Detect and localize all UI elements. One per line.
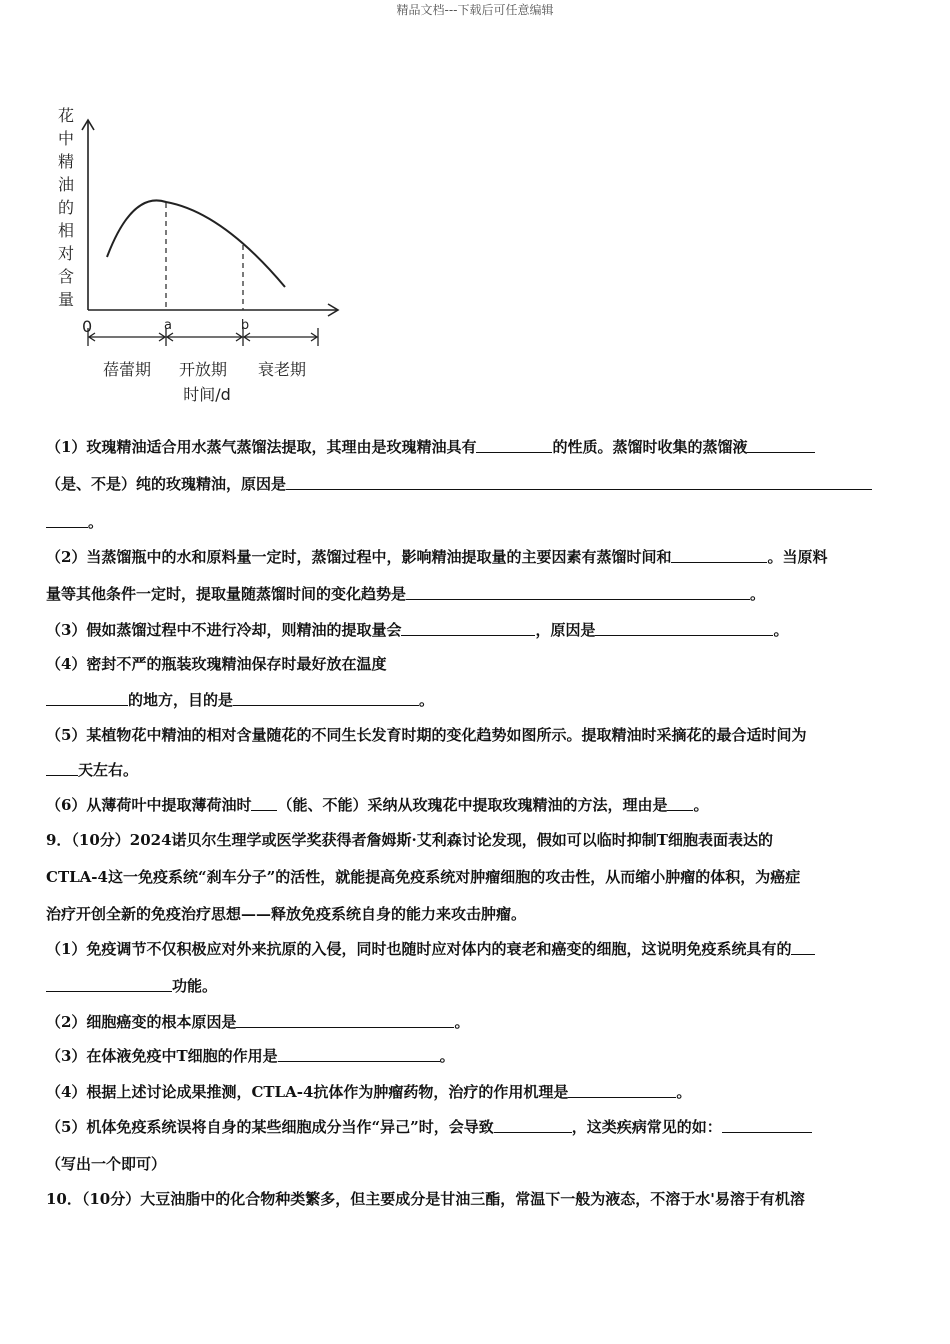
answer-blank bbox=[476, 437, 552, 453]
q8-part2-line2: 量等其他条件一定时，提取量随蒸馏时间的变化趋势是 。 bbox=[46, 585, 766, 603]
q8-part2-line1: （2）当蒸馏瓶中的水和原料量一定时，蒸馏过程中，影响精油提取量的主要因素有蒸馏时间和 。当原料 bbox=[46, 548, 828, 566]
q9-part5-line1: （5）机体免疫系统误将自身的某些细胞成分当作“异己”时，会导致 ，这类疾病常见的如： bbox=[46, 1116, 904, 1138]
answer-blank bbox=[494, 1117, 572, 1133]
q9-stem-line2: CTLA-4这一免疫系统“刹车分子”的活性，就能提高免疫系统对肿瘤细胞的攻击性，从而缩小肿瘤的体积，为癌症 bbox=[46, 868, 801, 886]
answer-blank bbox=[401, 620, 535, 636]
q9-part4: （4）根据上述讨论成果推测，CTLA-4抗体作为肿瘤药物，治疗的作用机理是 。 bbox=[46, 1083, 692, 1101]
q8-part1-line2: （是、不是）纯的玫瑰精油，原因是 bbox=[46, 473, 904, 495]
page-header: 精品文档---下载后可任意编辑 bbox=[396, 3, 554, 17]
answer-blank bbox=[791, 939, 815, 955]
origin-label: 0 bbox=[82, 317, 93, 336]
y-label-char: 精 bbox=[57, 152, 75, 171]
answer-blank bbox=[46, 976, 172, 992]
stage-aging-label: 衰老期 bbox=[257, 360, 307, 379]
answer-blank bbox=[46, 690, 128, 706]
essential-oil-graph bbox=[50, 100, 350, 412]
q10-stem-line1: 10．（10分）大豆油脂中的化合物种类繁多，但主要成分是甘油三酯，常温下一般为液态，不溶于水'易溶于有机溶 bbox=[46, 1190, 805, 1208]
y-axis-label bbox=[58, 106, 74, 309]
answer-blank bbox=[406, 584, 750, 600]
answer-blank bbox=[568, 1082, 676, 1098]
answer-blank bbox=[667, 795, 693, 811]
answer-blank bbox=[236, 1012, 454, 1028]
answer-blank bbox=[46, 760, 78, 776]
y-label-char: 中 bbox=[57, 129, 75, 148]
stage-interval-arrows bbox=[88, 328, 318, 346]
answer-blank bbox=[722, 1117, 812, 1133]
tick-a-label: a bbox=[164, 318, 172, 333]
q9-part1-line1: （1）免疫调节不仅积极应对外来抗原的入侵，同时也随时应对体内的衰老和癌变的细胞，这说明免疫系统具有的 bbox=[46, 938, 904, 960]
tick-b-label: b bbox=[240, 318, 250, 333]
answer-blank bbox=[251, 795, 277, 811]
y-label-char: 的 bbox=[57, 198, 75, 217]
q8-part3: （3）假如蒸馏过程中不进行冷却，则精油的提取量会 ，原因是 。 bbox=[46, 621, 789, 639]
q8-part1-line1: （1）玫瑰精油适合用水蒸气蒸馏法提取，其理由是玫瑰精油具有 的性质。蒸馏时收集的蒸馏液 bbox=[46, 436, 904, 458]
answer-blank bbox=[278, 1046, 440, 1062]
y-label-char: 对 bbox=[57, 244, 75, 263]
x-axis-label: 时间/d bbox=[183, 385, 231, 404]
q8-part5-line1: （5）某植物花中精油的相对含量随花的不同生长发育时期的变化趋势如图所示。提取精油时采摘花的最合适时间为 bbox=[46, 726, 807, 744]
answer-blank bbox=[671, 547, 767, 563]
answer-blank bbox=[747, 437, 815, 453]
answer-blank bbox=[595, 620, 773, 636]
q9-stem-line3: 治疗开创全新的免疫治疗思想——释放免疫系统自身的能力来攻击肿瘤。 bbox=[46, 905, 527, 923]
y-label-char: 相 bbox=[57, 221, 75, 240]
answer-blank bbox=[286, 474, 872, 490]
answer-blank bbox=[46, 512, 88, 528]
q8-part1-line3: 。 bbox=[46, 511, 904, 533]
y-label-char: 油 bbox=[57, 175, 75, 194]
q9-part3: （3）在体液免疫中T细胞的作用是 。 bbox=[46, 1047, 455, 1065]
stage-open-label: 开放期 bbox=[178, 360, 228, 379]
q8-part4-line2: 的地方，目的是 。 bbox=[46, 689, 904, 711]
q8-part6: （6）从薄荷叶中提取薄荷油时 （能、不能）采纳从玫瑰花中提取玫瑰精油的方法，理由是 。 bbox=[46, 796, 709, 814]
y-label-char: 含 bbox=[57, 267, 75, 286]
y-label-char: 量 bbox=[57, 290, 75, 309]
stage-bud-label: 蓓蕾期 bbox=[102, 360, 152, 379]
q8-part5-line2: 天左右。 bbox=[46, 759, 904, 781]
answer-blank bbox=[233, 690, 419, 706]
q8-part4-line1: （4）密封不严的瓶装玫瑰精油保存时最好放在温度 bbox=[46, 655, 387, 673]
q9-part5-line2: （写出一个即可） bbox=[46, 1155, 167, 1173]
q9-stem-line1: 9．（10分）2024诺贝尔生理学或医学奖获得者詹姆斯·艾利森讨论发现，假如可以临时抑制T细胞表面表达的 bbox=[46, 831, 773, 849]
q9-part1-line2: 功能。 bbox=[46, 975, 904, 997]
oil-content-curve bbox=[107, 200, 285, 287]
y-label-char: 花 bbox=[57, 106, 75, 125]
q9-part2: （2）细胞癌变的根本原因是 。 bbox=[46, 1013, 470, 1031]
